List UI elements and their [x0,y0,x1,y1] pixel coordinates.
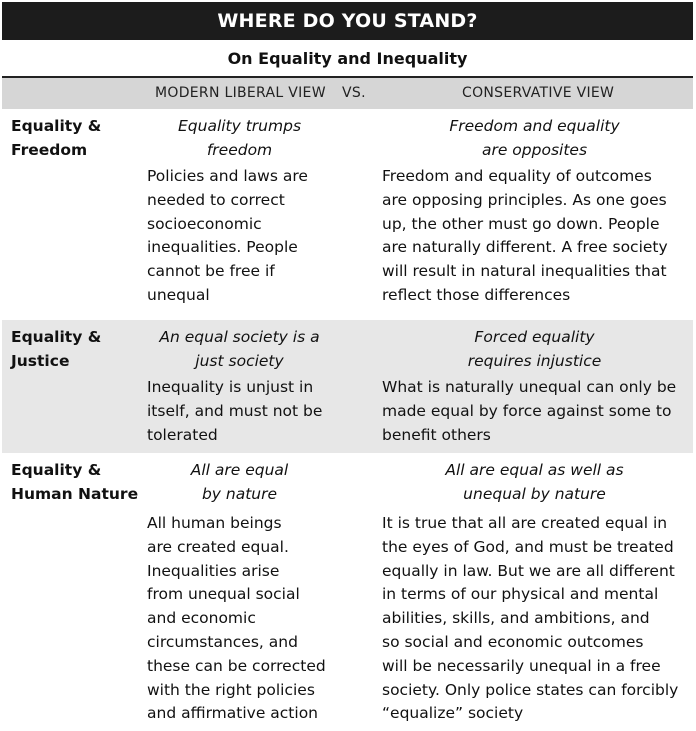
body-line: made equal by force against some to [382,401,672,420]
body-line: benefit others [382,425,491,444]
body-line: socioeconomic [147,214,262,233]
body-line: Policies and laws are [147,167,308,185]
liberal-body [147,376,362,447]
lead-line: requires injustice [467,352,602,370]
body-line: will be necessarily unequal in a free [382,656,661,675]
conservative-body [382,165,687,308]
row-equality-freedom [2,109,693,319]
body-line: are opposing principles. As one goes [382,190,667,209]
column-header-row [2,78,693,109]
liberal-body [147,165,362,308]
column-header-conservative: CONSERVATIVE VIEW [462,85,615,101]
body-line: Inequality is unjust in [147,378,314,396]
body-line: so social and economic outcomes [382,632,644,651]
body-line: abilities, skills, and ambitions, and [382,609,650,628]
body-line: All human beings [147,514,282,532]
body-line: and economic [147,609,256,628]
body-line: the eyes of God, and must be treated [382,537,674,556]
body-line: inequalities. People [147,238,298,257]
body-line: reflect those differences [382,285,571,304]
liberal-body [147,512,362,726]
conservative-lead [382,458,687,506]
row-equality-justice [2,320,693,453]
lead-line: freedom [206,141,273,159]
column-header-liberal: MODERN LIBERAL VIEW [155,85,326,101]
lead-line: unequal by nature [463,485,606,503]
category-line: Equality & [11,461,102,479]
body-line: from unequal social [147,585,300,604]
body-line: these can be corrected [147,656,326,675]
row-equality-human-nature [2,453,693,729]
body-line: unequal [147,285,210,304]
body-line: needed to correct [147,190,285,209]
table-subtitle: On Equality and Inequality [2,40,693,78]
comparison-table [2,2,693,729]
category-line: Human Nature [11,485,139,503]
category-label [11,325,101,373]
body-line: with the right policies [147,680,315,699]
body-line: Freedom and equality of outcomes [382,167,652,185]
lead-line: All are equal [190,461,289,479]
lead-line: by nature [201,485,278,503]
body-line: “equalize” society [382,704,524,723]
body-line: are created equal. [147,537,289,556]
category-label [11,114,101,162]
banner-title: WHERE DO YOU STAND? [2,2,693,40]
category-line: Equality & [11,117,102,135]
lead-line: are opposites [481,141,588,159]
liberal-lead [147,458,332,506]
lead-line: just society [195,352,284,370]
lead-line: Forced equality [474,328,595,346]
body-line: It is true that all are created equal in [382,514,668,532]
conservative-body [382,376,687,447]
conservative-lead [382,325,687,373]
body-line: cannot be free if [147,262,275,281]
liberal-lead [147,114,332,162]
lead-line: Equality trumps [177,117,302,135]
body-line: itself, and must not be [147,401,323,420]
conservative-lead [382,114,687,162]
body-line: equally in law. But we are all different [382,561,675,580]
body-line: are naturally different. A free society [382,238,668,257]
lead-line: All are equal as well as [445,461,624,479]
body-line: in terms of our physical and mental [382,585,659,604]
lead-line: An equal society is a [159,328,320,346]
category-line: Freedom [11,141,88,159]
column-header-vs: VS. [342,85,366,101]
body-line: society. Only police states can forcibly [382,680,679,699]
lead-line: Freedom and equality [449,117,620,135]
body-line: up, the other must go down. People [382,214,660,233]
liberal-lead [147,325,332,373]
category-line: Justice [11,352,70,370]
body-line: Inequalities arise [147,561,280,580]
conservative-body [382,512,687,726]
body-line: What is naturally unequal can only be [382,378,677,396]
body-line: will result in natural inequalities that [382,262,667,281]
body-line: circumstances, and [147,632,298,651]
body-line: and affirmative action [147,704,318,723]
category-line: Equality & [11,328,102,346]
body-line: tolerated [147,425,218,444]
category-label [11,458,138,506]
